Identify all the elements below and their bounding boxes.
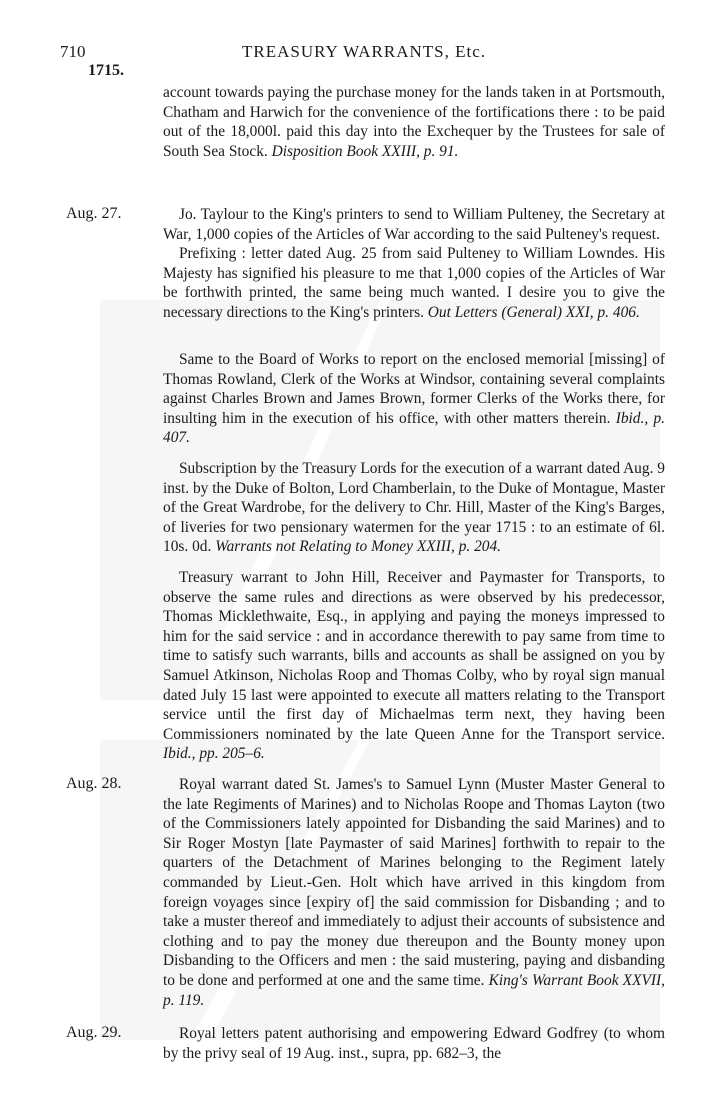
source-citation: Ibid., p. 407. — [163, 409, 665, 447]
entry-paragraph: Treasury warrant to John Hill, Receiver and Paymaster for Transports, to observe the same rules and directions as were observed by his predecessor, Thomas Micklethwaite, Esq., in applying and paying the moneys impressed to him for the said service : and in accordance therewith to pay same from time to time to satisfy such warrants, bills and accounts as shall be assigned on you by Samuel Atkinson, Nicholas Roop and Thomas Colby, who by royal sign manual dated July 15 last were appointed to execute all matters relating to the Transport service until the first day of Michaelmas term next, they having been Commissioners nominated by the late Queen Anne for the Transport service. Ibid., pp. 205–6. — [163, 569, 665, 763]
source-citation: Ibid., pp. 205–6. — [163, 745, 265, 763]
source-citation: Out Letters (General) XXI, p. 406. — [427, 303, 640, 321]
entry-paragraph: account towards paying the purchase money for the lands taken in at Portsmouth, Chatham and Harwich for the convenience of the fortifications there : to be paid out of the 18,000l. paid this day into the Exchequer by the Trustees for sale of South Sea Stock. Disposition Book XXIII, p. 91. — [163, 84, 665, 160]
source-citation: Disposition Book XXIII, p. 91. — [271, 142, 459, 160]
page-number: 710 — [60, 42, 86, 61]
entry-paragraph: Royal letters patent authorising and empowering Edward Godfrey (to whom by the privy seal of 19 Aug. inst., supra, pp. 682–3, the — [163, 1025, 665, 1062]
source-citation: Warrants not Relating to Money XXIII, p. 204. — [215, 538, 502, 556]
source-citation: King's Warrant Book XXVII, p. 119. — [163, 971, 665, 1009]
entry-paragraph: Subscription by the Treasury Lords for the execution of a warrant dated Aug. 9 inst. by the Duke of Bolton, Lord Chamberlain, to the Duke of Montague, Master of the Great Wardrobe, for the delivery to Chr. Hill, Master of the King's Barges, of liveries for two pensionary watermen for the year 1715 : to an estimate of 6l. 10s. 0d. Warrants not Relating to Money XXIII, p. 204. — [163, 460, 665, 556]
year-label: 1715. — [88, 62, 124, 79]
entry-paragraph: Royal warrant dated St. James's to Samuel Lynn (Muster Master General to the late Regiments of Marines) and to Nicholas Roope and Thomas Layton (two of the Commissioners lately appointed for Disbanding the said Marines) and to Sir Roger Mostyn [late Paymaster of said Marines] forthwith to repair to the quarters of the Detachment of Marines belonging to the Regiment lately commanded by Lieut.-Gen. Holt which have arrived in this kingdom from foreign voyages since [expiry of] the said commission for Disbanding ; and to take a muster thereof and immediately to adjust their accounts of subsistence and clothing and to pay the money due thereupon and the Bounty money upon Disbanding to the Officers and men : the said mustering, paying and disbanding to be done and performed at one and the same time. King's Warrant Book XXVII, p. 119. — [163, 776, 665, 1009]
entry-date: Aug. 29. — [66, 1024, 122, 1041]
running-title: TREASURY WARRANTS, Etc. — [241, 42, 487, 61]
entry-paragraph: Same to the Board of Works to report on the enclosed memorial [missing] of Thomas Rowland, Clerk of the Works at Windsor, containing several complaints against Charles Brown and James Brown, former Clerks of the Works there, for insulting him in the execution of his office, with other matters therein. Ibid., p. 407. — [163, 351, 665, 447]
entry-paragraph: Jo. Taylour to the King's printers to send to William Pulteney, the Secretary at War, 1,000 copies of the Articles of War according to the said Pulteney's request. — [163, 206, 665, 243]
entry-paragraph: Prefixing : letter dated Aug. 25 from said Pulteney to William Lowndes. His Majesty has signified his pleasure to me that 1,000 copies of the Articles of War be forthwith printed, the same being much wanted. I desire you to give the necessary directions to the King's printers. Out Letters (General) XXI, p. 406. — [163, 245, 665, 321]
entry-date: Aug. 28. — [66, 775, 122, 792]
entry-date: Aug. 27. — [66, 205, 122, 222]
